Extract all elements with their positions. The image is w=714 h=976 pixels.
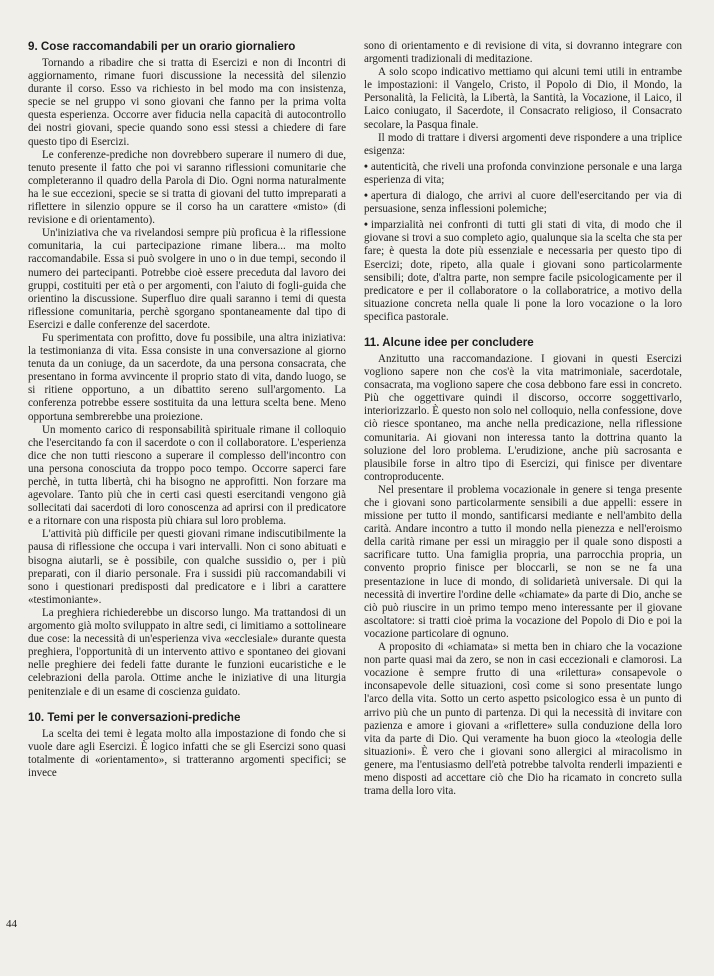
right-column — [364, 40, 682, 798]
section-10-heading: 10. Temi per le conversazioni-prediche — [28, 710, 241, 724]
list-item-text: imparzialità nei confronti di tutti gli stati di vita, di modo che il giovane si trovi a suo completo agio, qualunque sia la scelta che sta per fare; è questa la dote più essenziale e necessaria per questo tipo di Esercizi; dote, ripeto, alla quale i giovani sono particolarmente sensibili; dote, d'altra parte, non sempre facile psicologicamente per il predicatore e per il collaboratore o la collaboratrice, a motivo della situazione concreta nella quale li pone la loro vocazione o la loro specifica pastorale. — [364, 219, 682, 323]
paragraph: L'attività più difficile per questi giovani rimane indiscutibilmente la pausa di riflessione che occupa i vari intervalli. Non ci sono abituati e bisogna aiutarli, se è possibile, con qualche sussidio o, per i più preparati, con il diario personale. Fra i sussidi più raccomandabili vi sono i questionari predisposti dal predicatore e i libri a carattere «testimoniante». — [28, 528, 346, 606]
paragraph: Le conferenze-prediche non dovrebbero superare il numero di due, tenuto presente il fatto che poi vi saranno riflessioni comunitarie che completeranno il quadro della Parola di Dio. Ogni norma naturalmente ha le sue eccezioni, specie se si tratta di giovani del tutto impreparati a riflettere in silenzio oppure se il corso ha un carattere «misto» (di revisione e di orientamento). — [28, 148, 346, 227]
section-9-heading: 9. Cose raccomandabili per un orario giornaliero — [28, 40, 296, 53]
paragraph: Nel presentare il problema vocazionale in genere si tenga presente che i giovani sono particolarmente sensibili a due appelli: essere in missione per tutto il mondo, santificarsi mediante e nell'ambito della carità. Andare incontro a tutto il mondo nella pienezza e nell'eroismo della carità rimane per essi un miraggio per il quale sono disposti a sacrificare tutto. Una famiglia propria, una parrocchia propria, un convento proprio finisce per bloccarli, se non se ne fa una presentazione in luce di mondo, di solidarietà universale. Di qui la necessità di invertire l'ordine delle «chiamate» da parte di Dio, anche se ciò può riuscire in un primo tempo meno interessante per il giovane ascoltatore: si tratti cioè prima la vocazione del Popolo di Dio e poi la vocazione particolare di ognuno. — [364, 483, 682, 640]
paragraph: A solo scopo indicativo mettiamo qui alcuni temi utili in entrambe le impostazioni: il Vangelo, Cristo, il Popolo di Dio, il Mondo, la Personalità, la Felicità, la Libertà, la Santità, la Vocazione, il Laico, il Laico coniugato, il Sacerdote, il Consacrato religioso, il Consacrato secolare, la Pasqua finale. — [364, 66, 682, 131]
list-item — [364, 219, 682, 324]
section-11-heading: 11. Alcune idee per concludere — [364, 335, 534, 349]
list-item — [364, 161, 682, 187]
bullet-icon: • — [364, 190, 368, 203]
paragraph: La preghiera richiederebbe un discorso lungo. Ma trattandosi di un argomento già molto sviluppato in altre sedi, ci limitiamo a sottolineare due cose: la necessità di un'esperienza viva «ecclesiale» durante questa preghiera, l'opportunità di un intervento attivo e spontaneo dei giovani nelle preghiere dei fedeli fatte durante le funzioni eucaristiche e le celebrazioni della parola. Ottime anche le iniziative di una liturgia penitenziale e di un esame di coscienza guidato. — [28, 606, 346, 698]
bullet-icon: • — [364, 160, 368, 173]
left-column — [28, 40, 346, 780]
list-item-text: autenticità, che riveli una profonda convinzione personale e una larga esperienza di vita; — [364, 160, 682, 186]
paragraph: Tornando a ribadire che si tratta di Esercizi e non di Incontri di aggiornamento, rimane fuori discussione la necessità del silenzio durante il corso. Esso va richiesto in bel modo ma con insistenza, specie se nel gruppo vi sono giovani che fanno per la prima volta questa esperienza. Occorre aver fiducia nella capacità di autocontrollo dei nostri giovani, specie quando sono essi stessi a chiedere di fare questo tipo di Esercizi. — [28, 57, 346, 148]
list-item — [364, 190, 682, 216]
paragraph: Fu sperimentata con profitto, dove fu possibile, una altra iniziativa: la testimonianza di vita. Essa consiste in una conversazione al giorno tenuta da un coniuge, da un sacerdote, da una persona consacrata, che presentano in forma avvincente il proprio stato di vita, dando luogo, se si ritiene opportuno, a un dibattito sereno sull'argomento. La conferenza potrebbe essere sostituita da una lettura scelta bene. Meno opportuna sembrerebbe una proiezione. — [28, 331, 346, 423]
paragraph: Il modo di trattare i diversi argomenti deve rispondere a una triplice esigenza: — [364, 131, 682, 157]
paragraph: Un'iniziativa che va rivelandosi sempre più proficua è la riflessione comunitaria, la cui partecipazione rimane libera... ma molto raccomandabile. Essa si può svolgere in uno o in due tempi, secondo il numero dei partecipanti. Potrebbe cioè essere preceduta dal lavoro dei gruppi, costituiti per età o per argomenti, con l'aiuto di fogli-guida che orientino la discussione. Superfluo dire quali saranno i temi di questa riflessione comunitaria, perchè sgorgano spontaneamente dal tipo di Esercizi e dalle conferenze del sacerdote. — [28, 227, 346, 331]
paragraph: A proposito di «chiamata» si metta ben in chiaro che la vocazione non parte quasi mai da zero, se non in casi eccezionali e clamorosi. La vocazione è sempre frutto di una «rilettura» consapevole o inconsapevole delle situazioni, così come si sono presentate lungo l'arco della vita. Sotto un certo aspetto psicologico essa è un punto di arrivo più che un punto di partenza. Di qui la necessità di invitare con pazienza e amore i giovani a «riflettere» sulla conduzione della loro vita da parte di Dio. Qui veramente ha buon gioco la «teologia delle situazioni». È vero che i giovani sono allergici al miracolismo in genere, ma l'entusiasmo dell'età potrebbe talvolta renderli impazienti e meno disposti ad accettare ciò che Dio ha ricamato in concreto sulla trama della loro vita. — [364, 641, 682, 798]
list-item-text: apertura di dialogo, che arrivi al cuore dell'esercitando per via di persuasione, senza inflessioni polemiche; — [364, 190, 682, 216]
paragraph: sono di orientamento e di revisione di vita, si dovranno integrare con argomenti tradizionali di meditazione. — [364, 40, 682, 66]
paragraph: Un momento carico di responsabilità spirituale rimane il colloquio che l'esercitando fa con il sacerdote o con il collaboratore. L'esperienza dice che non tutti riescono a superare il complesso dell'incontro con una persona conosciuta da troppo poco tempo. Occorre saperci fare perchè, in tutta libertà, chi ha bisogno ne approfitti. Non forzare ma agevolare. Tanto più che in certi casi questi esercitandi vengono già sollecitati dai sacerdoti di loro conoscenza ad aprirsi con il predicatore e a ritornare con una risposta più chiara sul loro problema. — [28, 423, 346, 528]
paragraph: La scelta dei temi è legata molto alla impostazione di fondo che si vuole dare agli Esercizi. È logico infatti che se gli Esercizi sono quasi totalmente di «orientamento», si tratteranno argomenti specifici; se invece — [28, 727, 346, 779]
bullet-icon: • — [364, 219, 368, 232]
page-number: 44 — [6, 918, 17, 930]
paragraph: Anzitutto una raccomandazione. I giovani in questi Esercizi vogliono sapere non che cos'è la vita matrimoniale, sacerdotale, consacrata, ma vogliono sapere che cosa debbono fare essi in concreto. Più che oggettivare quindi il discorso, occorre soggettivarlo, interiorizzarlo. È questo non solo nel colloquio, nella confessione, dove ciò riesce spontaneo, ma anche nella predicazione, nella riflessione comunitaria. Ai giovani non interessa tanto la dottrina quanto la soluzione del loro problema. L'erudizione, anche più sacrosanta e plausibile forse in altro tipo di Esercizi, qui finisce per diventare controproducente. — [364, 352, 682, 483]
